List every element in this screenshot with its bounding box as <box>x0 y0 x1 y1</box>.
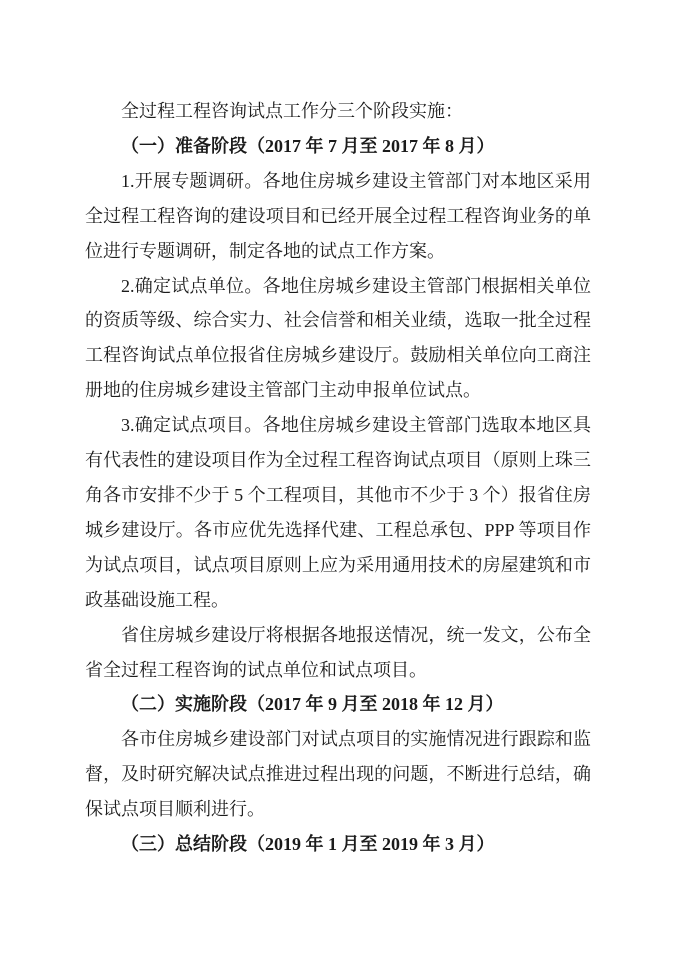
document-body <box>85 94 591 862</box>
stage-heading-implementation: （二）实施阶段（2017 年 9 月至 2018 年 12 月） <box>121 694 504 715</box>
paragraph-task-1-research: 1.开展专题调研。各地住房城乡建设主管部门对本地区采用全过程工程咨询的建设项目和已经开展全过程工程咨询业务的单位进行专题调研，制定各地的试点工作方案。 <box>85 170 591 261</box>
paragraph-task-3-pilot-projects: 3.确定试点项目。各地住房城乡建设主管部门选取本地区具有代表性的建设项目作为全过程工程咨询试点项目（原则上珠三角各市安排不少于 5 个工程项目，其他市不少于 3 个）报省住房城乡建设厅。各市应优先选择代建、工程总承包、PPP 等项目作为试点项目，试点项目原则上应为采用通用技术的房屋建筑和市政基础设施工程。 <box>85 415 591 610</box>
stage-heading-preparation: （一）准备阶段（2017 年 7 月至 2017 年 8 月） <box>121 135 495 156</box>
paragraph-implementation-supervision: 各市住房城乡建设部门对试点项目的实施情况进行跟踪和监督，及时研究解决试点推进过程出现的问题，不断进行总结，确保试点项目顺利进行。 <box>85 729 591 820</box>
paragraph-task-2-pilot-units: 2.确定试点单位。各地住房城乡建设主管部门根据相关单位的资质等级、综合实力、社会信誉和相关业绩，选取一批全过程工程咨询试点单位报省住房城乡建设厅。鼓励相关单位向工商注册地的住房城乡建设主管部门主动申报单位试点。 <box>85 275 591 401</box>
stage-heading-summary: （三）总结阶段（2019 年 1 月至 2019 年 3 月） <box>121 834 495 855</box>
paragraph-province-announcement: 省住房城乡建设厅将根据各地报送情况，统一发文，公布全省全过程工程咨询的试点单位和试点项目。 <box>85 624 591 680</box>
intro-paragraph: 全过程工程咨询试点工作分三个阶段实施： <box>121 101 463 121</box>
